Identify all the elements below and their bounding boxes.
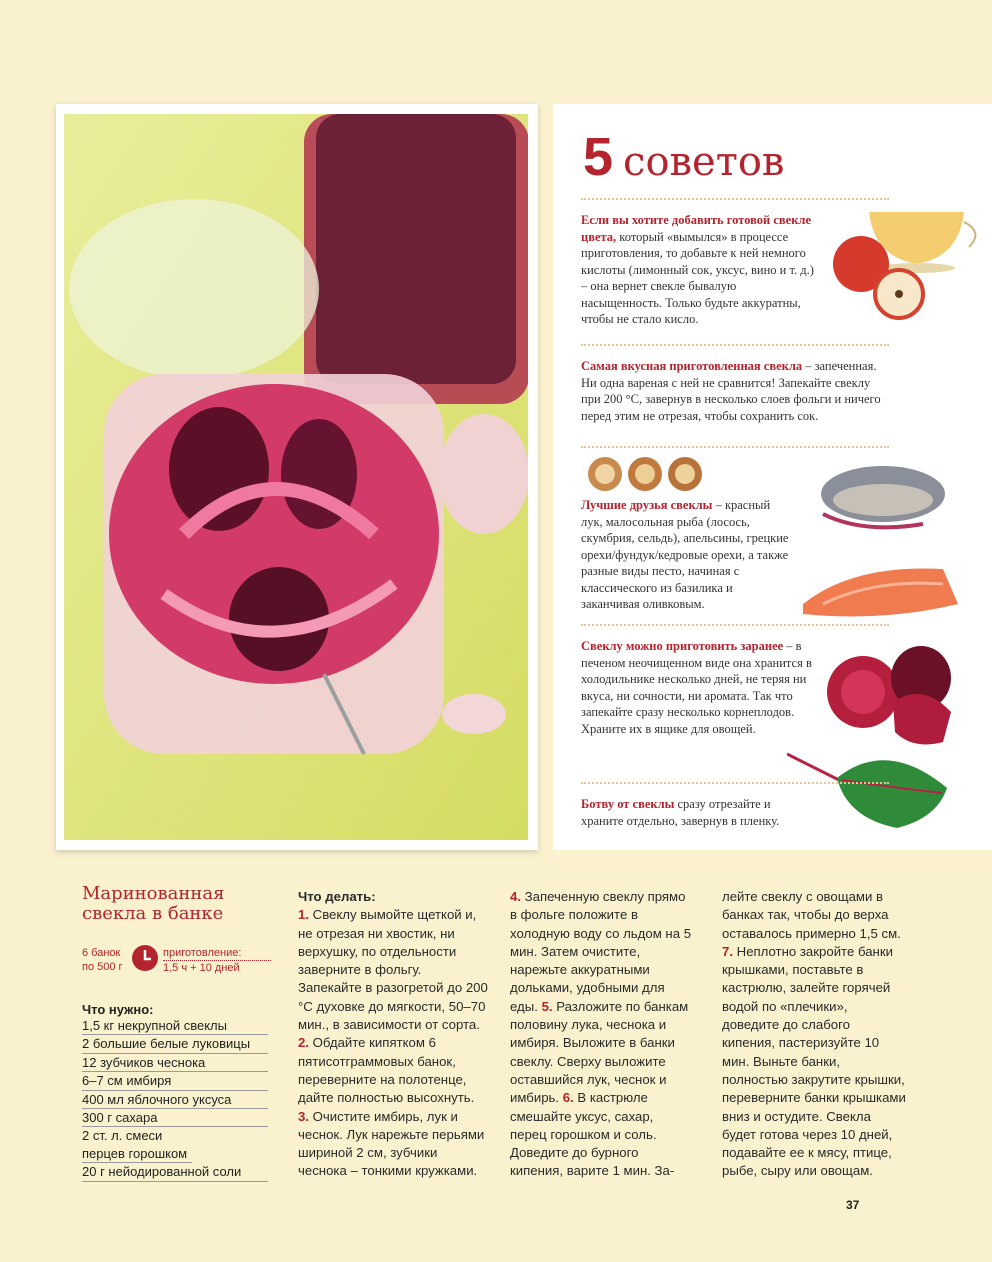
steps-column-1	[298, 888, 488, 1181]
step-text: Свеклу вымойте щеткой и, не отрезая ни хвостик, ни верхушку, по отдельности заверните в фольгу. Запекайте в разогретой до 200 °С духовке до мягкости, 50–70 мин., в зависимости от сорта.	[298, 907, 488, 1033]
steps-column-2	[510, 888, 692, 1181]
tip-3-lead: Лучшие друзья свеклы	[581, 498, 713, 512]
step-number: 7.	[722, 943, 733, 959]
divider	[581, 344, 889, 346]
divider	[581, 446, 889, 448]
ingredients-list	[82, 1017, 268, 1182]
recipe-title: Маринованная свекла в банке	[82, 883, 225, 924]
photo-frame	[56, 104, 538, 850]
tips-title	[583, 126, 784, 188]
tip-4-text: – в печеном неочищенном виде она хранится в холодильнике несколько дней, не теряя ни вкуса, ни сочности, ни аромата. Так что запекайте сразу несколько корнеплодов. Храните их в ящике для овощей.	[581, 639, 812, 736]
ingredient-item: 6–7 см имбиря	[82, 1072, 268, 1090]
step-text: Разложите по банкам половину лука, чеснока и имбиря. Выложите в банки свеклу. Сверху выложите оставшийся лук, чеснок и имбирь.	[510, 998, 689, 1106]
tips-title-word: советов	[623, 139, 785, 185]
tip-5-lead: Ботву от свеклы	[581, 797, 675, 811]
recipe-time	[163, 946, 271, 975]
recipe-servings: 6 банок по 500 г	[82, 947, 123, 973]
step-number: 3.	[298, 1108, 309, 1124]
tip-5-text: сразу отрезайте и храните отдельно, завернув в пленку.	[581, 797, 780, 828]
tip-3	[581, 497, 791, 613]
tip-2	[581, 358, 891, 424]
tip-2-text: – запеченная. Ни одна вареная с ней не сравнится! Запекайте свеклу при 200 °С, завернув в несколько слоев фольги и ничего перед этим не отрезая, чтобы сохранить сок.	[581, 359, 881, 423]
ingredient-item: 2 ст. л. смеси перцев горошком	[82, 1127, 192, 1163]
tip-1-text: который «вымылся» в процессе приготовления, то добавьте к ней немного кислоты (лимонный сок, уксус, вино и т. д.) – она вернет свекле бывалую насыщенность. Только будьте аккуратны, чтобы не стало кисло.	[581, 229, 814, 326]
divider	[581, 198, 889, 200]
ingredient-item: 300 г сахара	[82, 1109, 268, 1127]
divider	[581, 624, 889, 626]
step-number: 5.	[541, 998, 553, 1014]
step-text: лейте свеклу с овощами в банках так, чтобы до верха оставалось примерно 1,5 см.	[722, 889, 901, 941]
hazelnuts-image	[585, 454, 709, 494]
ingredients-heading: Что нужно:	[82, 1002, 154, 1017]
tip-3-text: – красный лук, малосольная рыба (лосось, скумбрия, сельдь), апельсины, грецкие орехи/фундук/кедровые орехи, а также разные виды песто, начиная с классического из базилика и заканчивая оливковым.	[581, 498, 789, 611]
step-text: Неплотно закройте банки крышками, поставьте в кастрюлю, залейте горячей водой по «плечики», доведите до слабого кипения, пастеризуйте 10 мин. Выньте банки, полностью закрутите крышки, переверните банки крышками вниз и остудите. Свекла будет готова через 10 дней, подавайте ее к мясу, птице, рыбе, сыру или овощам.	[722, 943, 906, 1179]
ingredient-item: 20 г нейодированной соли	[82, 1163, 268, 1181]
ingredient-item: 400 мл яблочного уксуса	[82, 1091, 268, 1109]
beet-leaf-image	[787, 748, 957, 834]
ingredient-item: 2 большие белые луковицы	[82, 1035, 268, 1053]
steps-column-3	[722, 888, 906, 1181]
step-number: 1.	[298, 907, 309, 923]
step-text: В кастрюле смешайте уксус, сахар, перец горошком и соль. Доведите до бурного кипения, варите 1 мин. За-	[510, 1090, 675, 1179]
tip-1-lead: Если вы хотите добавить готовой свекле цвета,	[581, 213, 811, 244]
tip-1	[581, 212, 819, 328]
step-number: 6.	[562, 1090, 574, 1106]
step-text: Запеченную свеклу прямо в фольге положите в холодную воду со льдом на 5 мин. Затем очистите, нарежьте аккуратными дольками, удобными для еды.	[510, 889, 692, 1014]
tips-title-number: 5	[583, 127, 614, 187]
tip-2-lead: Самая вкусная приготовленная свекла	[581, 359, 803, 373]
step-text: Очистите имбирь, лук и чеснок. Лук нарежьте перьями шириной 2 см, зубчики чеснока – тонкими кружками.	[298, 1108, 485, 1179]
beets-image	[823, 642, 957, 748]
ingredient-item: 1,5 кг некрупной свеклы	[82, 1017, 268, 1035]
page-number: 37	[846, 1198, 860, 1212]
pickled-beet-jar-photo	[64, 114, 528, 840]
divider	[581, 782, 889, 784]
tips-panel	[553, 104, 992, 850]
tip-4	[581, 638, 817, 737]
step-number: 2.	[298, 1035, 309, 1051]
recipe-time-value: 1,5 ч + 10 дней	[163, 962, 240, 974]
tip-5	[581, 796, 781, 829]
apple-vinegar-image	[829, 202, 987, 324]
ingredient-item: 12 зубчиков чеснока	[82, 1054, 268, 1072]
steps-heading: Что делать:	[298, 889, 376, 904]
recipe-time-label: приготовление:	[163, 946, 271, 961]
step-text: Обдайте кипятком 6 пятисотграммовых банок, переверните на полотенце, дайте полностью высохнуть.	[298, 1035, 475, 1106]
tip-4-lead: Свеклу можно приготовить заранее	[581, 639, 784, 653]
clock-icon	[131, 944, 159, 972]
herring-salmon-image	[803, 454, 963, 634]
step-number: 4.	[510, 889, 521, 904]
